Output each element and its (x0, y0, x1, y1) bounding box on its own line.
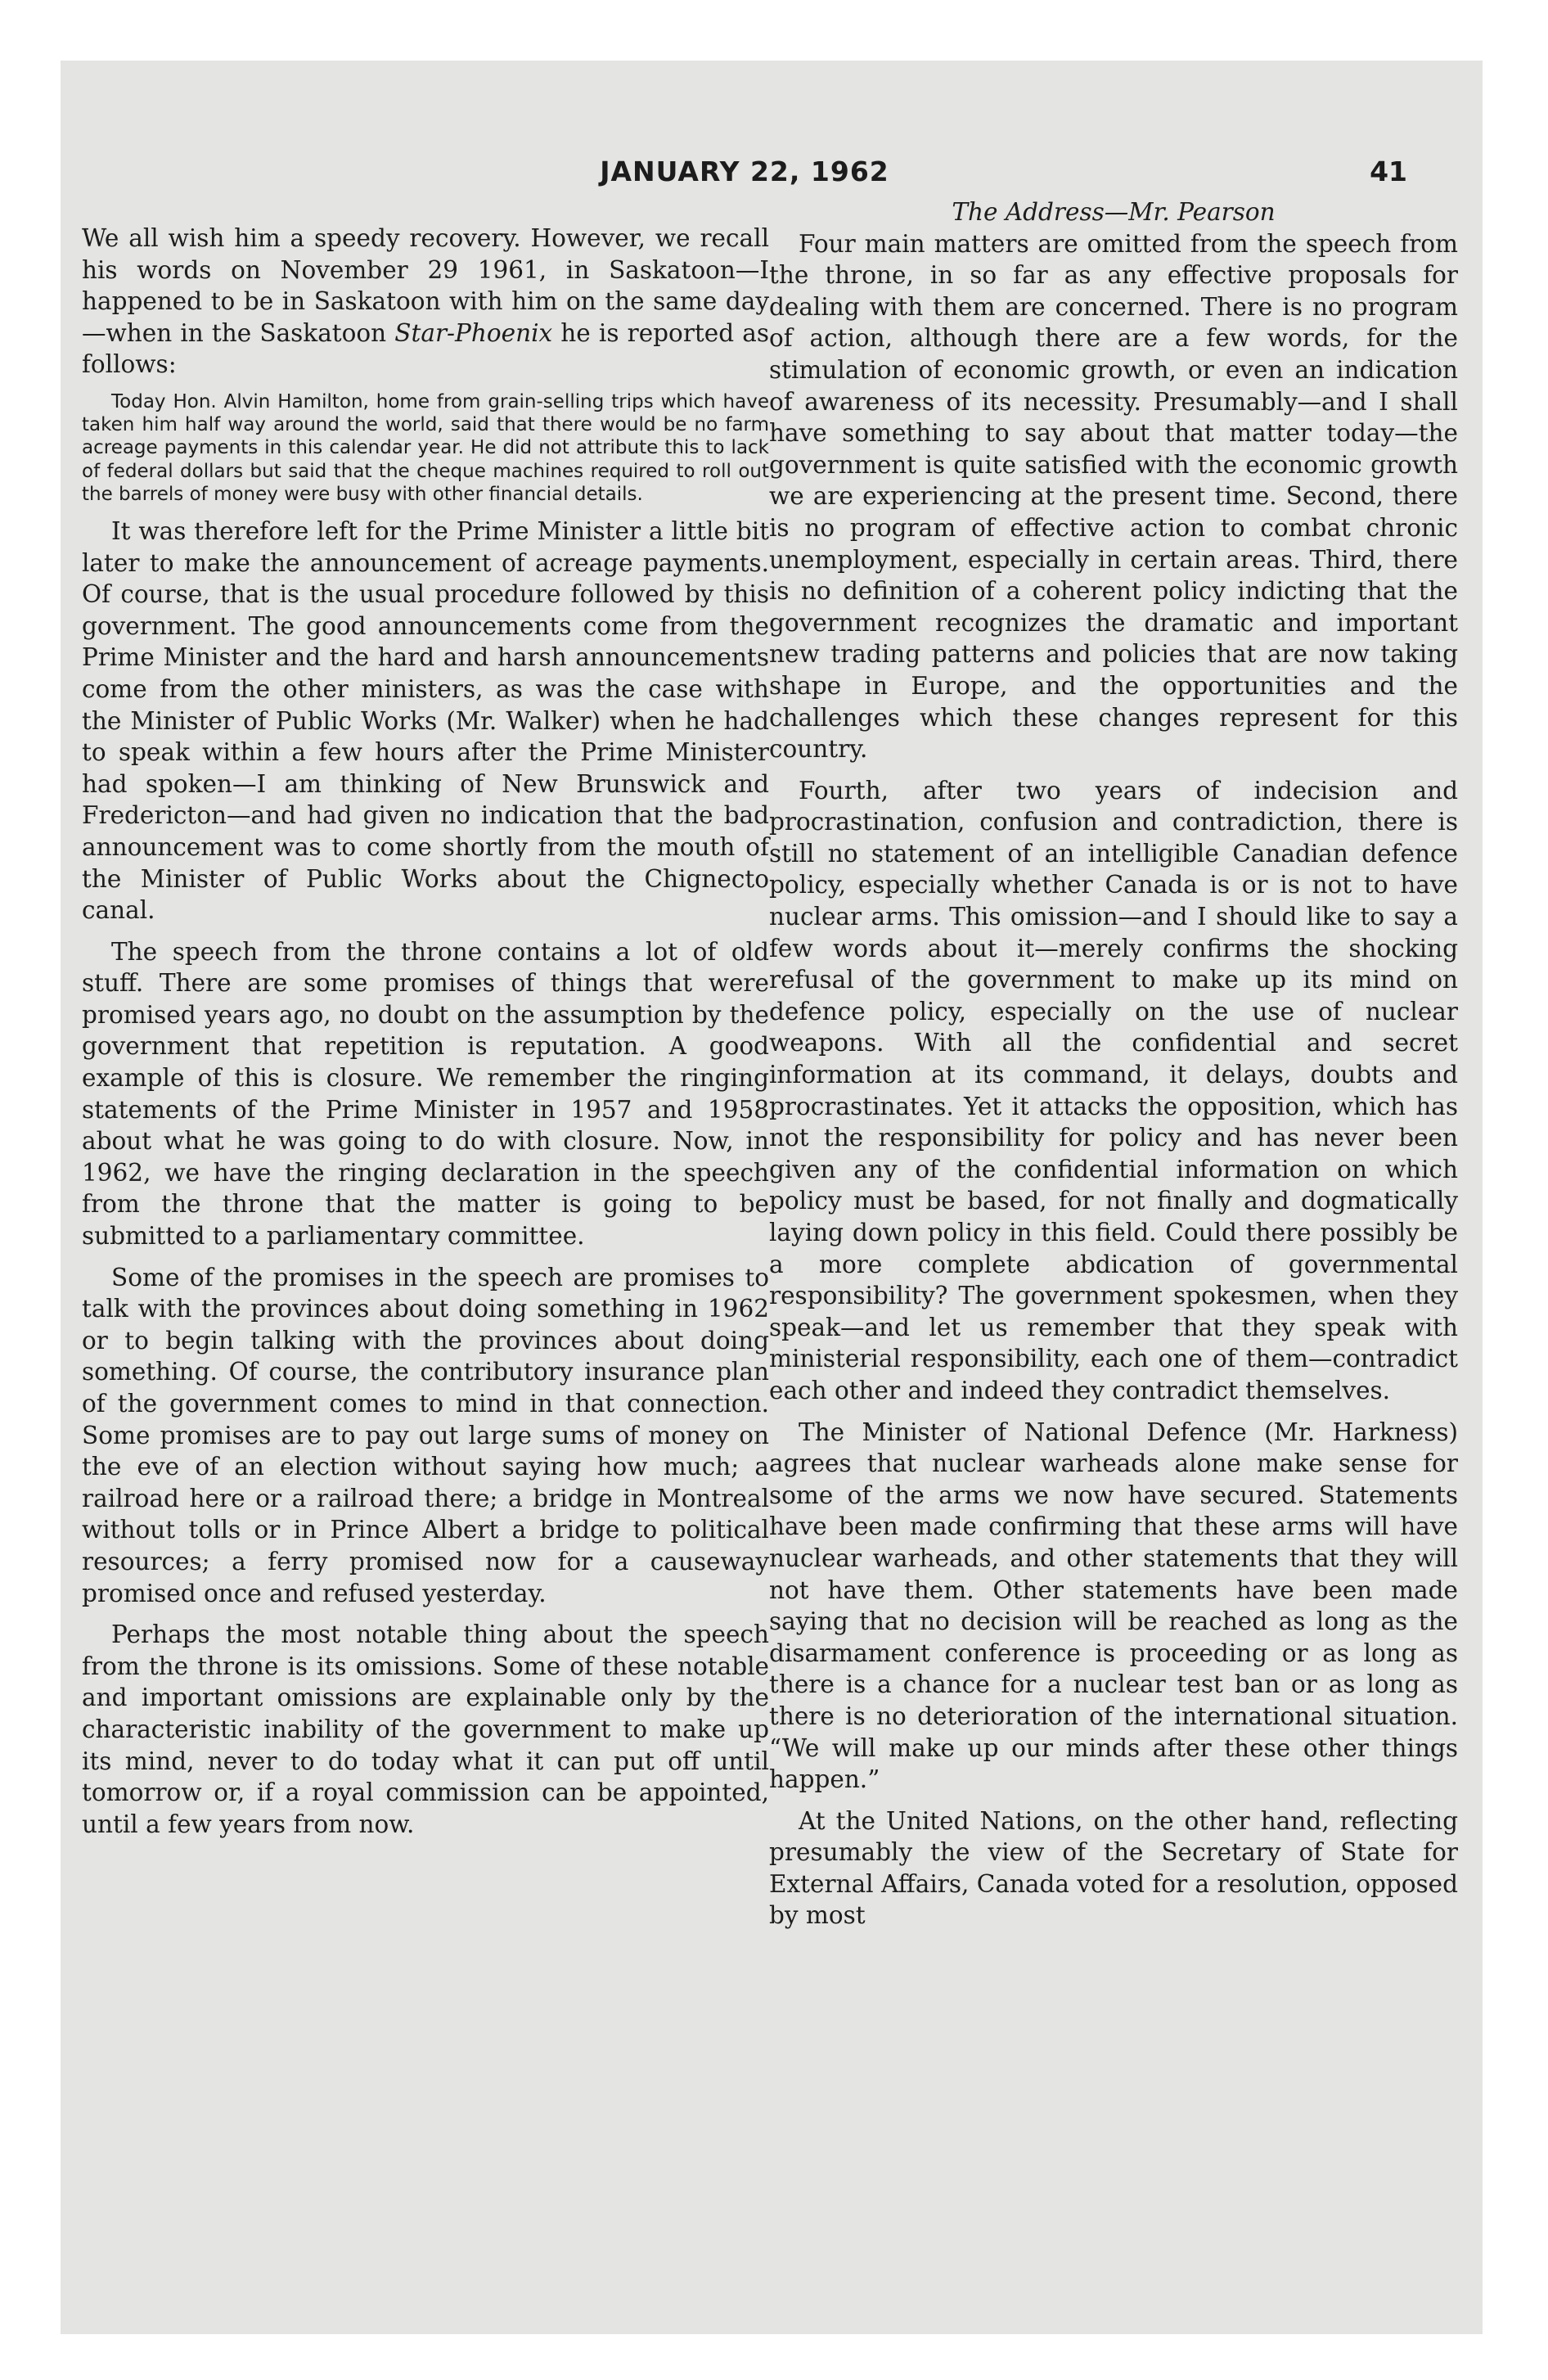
paragraph: The Minister of National Defence (Mr. Harkness) agrees that nuclear warheads alone make sense for some of the arms we now have secured. Statements have been made confirming that these arms will have nuclear warheads, and other statements that they will not have them. Other statements have been made saying that no decision will be reached as long as the disarmament conference is proceeding or as long as there is a chance for a nuclear test ban or as long as there is no deterioration of the international situation. “We will make up our minds after these other things happen.” (769, 1418, 1458, 1794)
left-column (82, 223, 769, 1850)
newspaper-name: Star-Phoenix (394, 318, 553, 347)
paragraph: At the United Nations, on the other hand, reflecting presumably the view of the Secretary of State for External Affairs, Canada voted for a resolution, opposed by most (769, 1806, 1458, 1930)
running-head: The Address—Mr. Pearson (952, 198, 1276, 226)
paragraph: It was therefore left for the Prime Minister a little bit later to make the announcement of acreage payments. Of course, that is the usual procedure followed by this government. The good announcements come from the Prime Minister and the hard and harsh announcements come from the other ministers, as was the case with the Minister of Public Works (Mr. Walker) when he had to speak within a few hours after the Prime Minister had spoken—I am thinking of New Brunswick and Fredericton—and had given no indication that the bad announcement was to come shortly from the mouth of the Minister of Public Works about the Chignecto canal. (82, 516, 769, 925)
page-number: 41 (1370, 156, 1407, 187)
paragraph: We all wish him a speedy recovery. However, we recall his words on November 29 1961, in Saskatoon—I happened to be in Saskatoon with him on the same day—when in the Saskatoon Star-Phoenix he is reported as follows: (82, 224, 769, 379)
document-page (82, 82, 1458, 2283)
paragraph: Perhaps the most notable thing about the speech from the throne is its omissions. Some of these notable and important omissions are explainable only by the characteristic inability of the government to make up its mind, never to do today what it can put off until tomorrow or, if a royal commission can be appointed, until a few years from now. (82, 1620, 769, 1838)
paragraph: The speech from the throne contains a lot of old stuff. There are some promises of things that were promised years ago, no doubt on the assumption by the government that repetition is reputation. A good example of this is closure. We remember the ringing statements of the Prime Minister in 1957 and 1958 about what he was going to do with closure. Now, in 1962, we have the ringing declaration in the speech from the throne that the matter is going to be submitted to a parliamentary committee. (82, 937, 769, 1251)
header-date: JANUARY 22, 1962 (600, 156, 889, 187)
paragraph: Four main matters are omitted from the speech from the throne, in so far as any effective proposals for dealing with them are concerned. There is no program of action, although there are a few words, for the stimulation of economic growth, or even an indication of awareness of its necessity. Presumably—and I shall have something to say about that matter today—the government is quite satisfied with the economic growth we are experiencing at the present time. Second, there is no program of effective action to combat chronic unemployment, especially in certain areas. Third, there is no definition of a coherent policy indicting that the government recognizes the dramatic and important new trading patterns and policies that are now taking shape in Europe, and the opportunities and the challenges which these changes represent for this country. (769, 229, 1458, 764)
right-column (769, 196, 1458, 1941)
paragraph: Fourth, after two years of indecision and procrastination, confusion and contradiction, there is still no statement of an intelligible Canadian defence policy, especially whether Canada is or is not to have nuclear arms. This omission—and I should like to say a few words about it—merely confirms the shocking refusal of the government to make up its mind on defence policy, especially on the use of nuclear weapons. With all the confidential and secret information at its command, it delays, doubts and procrastinates. Yet it attacks the opposition, which has not the responsibility for policy and has never been given any of the confidential information on which policy must be based, for not finally and dogmatically laying down policy in this field. Could there possibly be a more complete abdication of governmental responsibility? The government spokesmen, when they speak—and let us remember that they speak with ministerial responsibility, each one of them—contradict each other and indeed they contradict themselves. (769, 776, 1458, 1404)
paragraph: Some of the promises in the speech are promises to talk with the provinces about doing something in 1962 or to begin talking with the provinces about doing something. Of course, the contributory insurance plan of the government comes to mind in that connection. Some promises are to pay out large sums of money on the eve of an election without saying how much; a railroad here or a railroad there; a bridge in Montreal without tolls or in Prince Albert a bridge to political resources; a ferry promised now for a causeway promised once and refused yesterday. (82, 1263, 769, 1607)
page-header (82, 156, 1407, 196)
quotation: Today Hon. Alvin Hamilton, home from grain-selling trips which have taken him half way around the world, said that there would be no farm acreage payments in this calendar year. He did not attribute this to lack of federal dollars but said that the cheque machines required to roll out the barrels of money were busy with other financial details. (82, 390, 769, 505)
